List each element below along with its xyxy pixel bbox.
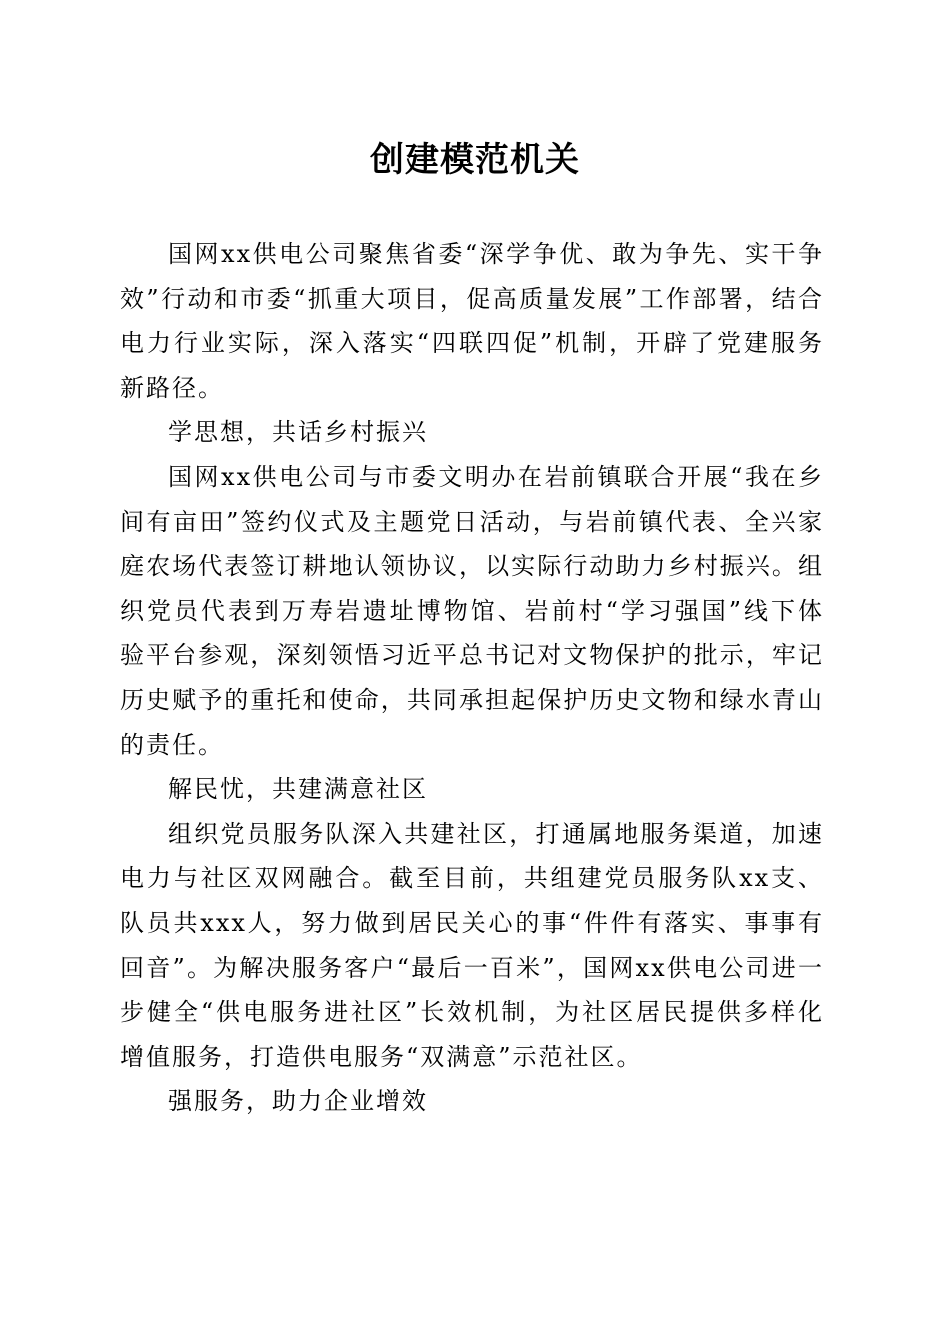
- section-paragraph-2: 组织党员服务队深入共建社区，打通属地服务渠道，加速电力与社区双网融合。截至目前，共组建党员服务队xx支、队员共xxx人，努力做到居民关心的事“件件有落实、事事有回音”。为解决服务客户“最后一百米”，国网xx供电公司进一步健全“供电服务进社区”长效机制，为社区居民提供多样化增值服务，打造供电服务“双满意”示范社区。: [120, 819, 824, 1071]
- section-heading-2: 解民忧，共建满意社区: [168, 775, 428, 804]
- section-heading-3: 强服务，助力企业增效: [168, 1087, 428, 1116]
- intro-paragraph: 国网xx供电公司聚焦省委“深学争优、敢为争先、实干争效”行动和市委“抓重大项目，促高质量发展”工作部署，结合电力行业实际，深入落实“四联四促”机制，开辟了党建服务新路径。: [120, 240, 824, 402]
- document-title: 创建模范机关: [370, 140, 580, 180]
- section-heading-1: 学思想，共话乡村振兴: [168, 418, 428, 447]
- document-body: [120, 232, 824, 1124]
- section-paragraph-1: 国网xx供电公司与市委文明办在岩前镇联合开展“我在乡间有亩田”签约仪式及主题党日活动，与岩前镇代表、全兴家庭农场代表签订耕地认领协议，以实际行动助力乡村振兴。组织党员代表到万寿岩遗址博物馆、岩前村“学习强国”线下体验平台参观，深刻领悟习近平总书记对文物保护的批示，牢记历史赋予的重托和使命，共同承担起保护历史文物和绿水青山的责任。: [120, 462, 824, 759]
